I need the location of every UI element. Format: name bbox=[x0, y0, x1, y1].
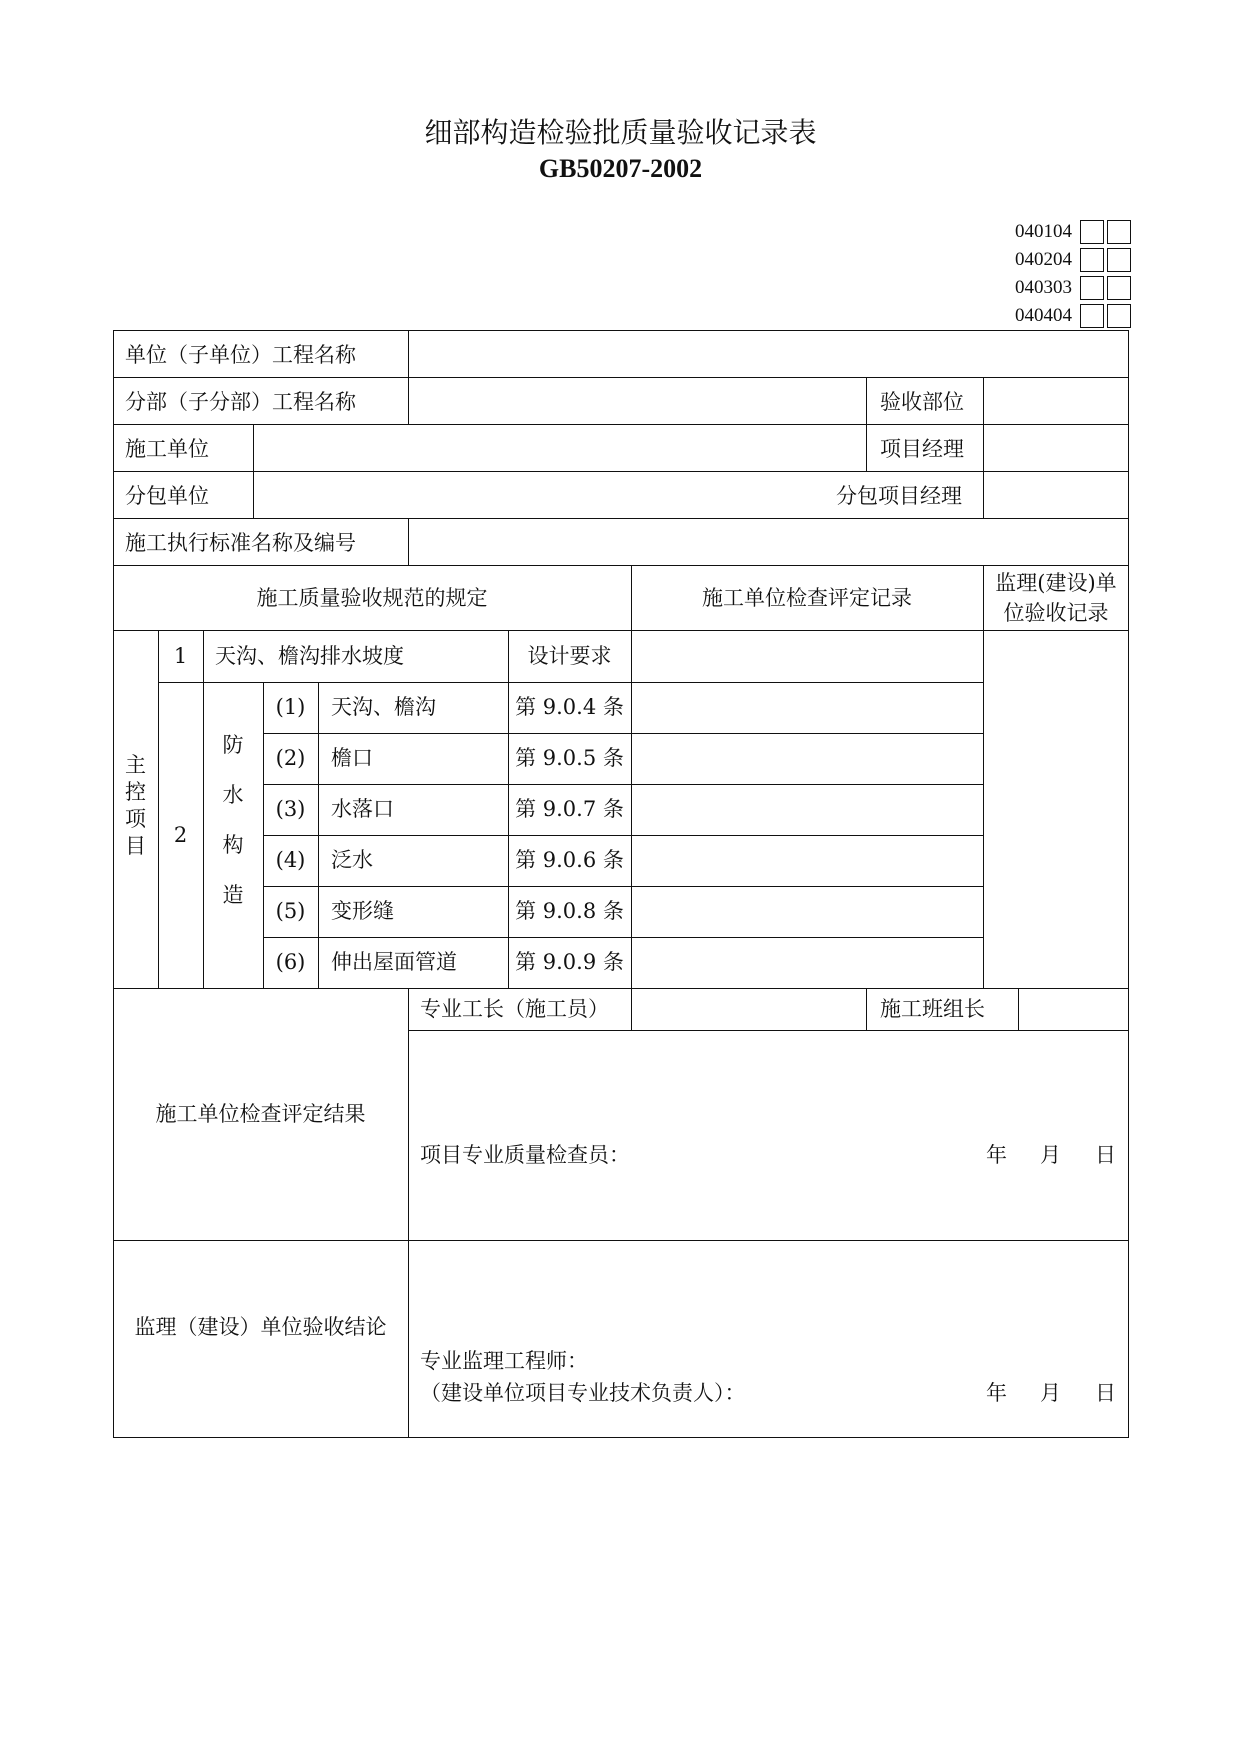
sub-item-number: (1) bbox=[275, 695, 306, 719]
unit-project-name-label: 单位（子单位）工程名称 bbox=[125, 343, 356, 367]
table-rule bbox=[866, 988, 867, 1030]
construction-record-column-header: 施工单位检查评定记录 bbox=[702, 586, 912, 610]
table-rule bbox=[983, 565, 984, 988]
table-rule bbox=[408, 518, 409, 565]
standard-code: GB50207-2002 bbox=[538, 154, 703, 183]
table-rule bbox=[253, 424, 254, 518]
table-rule bbox=[113, 565, 1129, 566]
conclusion-year-label: 年 bbox=[986, 1381, 1007, 1405]
supervision-conclusion-label: 监理（建设）单位验收结论 bbox=[134, 1315, 387, 1339]
result-month-label: 月 bbox=[1040, 1143, 1061, 1167]
sub-item-name: 泛水 bbox=[331, 848, 373, 872]
table-rule bbox=[113, 988, 1129, 989]
item-requirement: 设计要求 bbox=[527, 644, 612, 668]
form-code: 040404 bbox=[1015, 305, 1072, 326]
conclusion-day-label: 日 bbox=[1095, 1381, 1116, 1405]
table-rule bbox=[113, 424, 1129, 425]
table-rule bbox=[408, 1030, 1129, 1031]
form-code-row bbox=[1015, 274, 1131, 302]
sub-item-name: 伸出屋面管道 bbox=[331, 950, 457, 974]
table-rule bbox=[113, 471, 1129, 472]
form-code-list bbox=[1015, 218, 1131, 330]
code-checkbox[interactable] bbox=[1080, 276, 1104, 300]
form-code: 040303 bbox=[1015, 277, 1072, 298]
acceptance-part-label: 验收部位 bbox=[880, 390, 964, 414]
main-control-label: 控 bbox=[125, 780, 146, 804]
waterproof-group-label: 防 bbox=[222, 733, 244, 757]
code-checkbox[interactable] bbox=[1080, 220, 1104, 244]
table-rule bbox=[113, 330, 1129, 331]
sub-item-number: (4) bbox=[275, 848, 306, 872]
table-rule bbox=[113, 1437, 1129, 1438]
supervision-record-column-header: 位验收记录 bbox=[1003, 601, 1109, 625]
sub-item-number: (2) bbox=[275, 746, 306, 770]
form-title: 细部构造检验批质量验收记录表 bbox=[424, 116, 817, 149]
form-code-row bbox=[1015, 246, 1131, 274]
sub-item-number: (3) bbox=[275, 797, 306, 821]
team-leader-label: 施工班组长 bbox=[880, 997, 985, 1021]
form-code-row bbox=[1015, 218, 1131, 246]
sub-item-clause: 第 9.0.6 条 bbox=[515, 848, 624, 872]
waterproof-group-label: 水 bbox=[222, 783, 244, 807]
table-rule bbox=[263, 937, 983, 938]
table-rule bbox=[263, 784, 983, 785]
table-rule bbox=[113, 518, 1129, 519]
subcontract-project-manager-label: 分包项目经理 bbox=[836, 484, 962, 508]
sub-item-clause: 第 9.0.4 条 bbox=[515, 695, 624, 719]
supervising-engineer-label: 专业监理工程师： bbox=[420, 1349, 588, 1373]
sub-item-clause: 第 9.0.7 条 bbox=[515, 797, 624, 821]
code-checkbox[interactable] bbox=[1080, 304, 1104, 328]
sub-item-clause: 第 9.0.5 条 bbox=[515, 746, 624, 770]
form-code-row bbox=[1015, 302, 1131, 330]
code-checkbox[interactable] bbox=[1107, 304, 1131, 328]
item-number: 2 bbox=[173, 823, 188, 847]
table-rule bbox=[158, 682, 983, 683]
sub-item-number: (5) bbox=[275, 899, 306, 923]
table-rule bbox=[263, 682, 264, 988]
table-rule bbox=[263, 835, 983, 836]
item-name: 天沟、檐沟排水坡度 bbox=[215, 644, 404, 668]
table-rule bbox=[318, 682, 319, 988]
table-rule bbox=[203, 630, 204, 988]
sub-item-name: 水落口 bbox=[331, 797, 394, 821]
division-project-name-label: 分部（子分部）工程名称 bbox=[125, 390, 356, 414]
quality-inspector-label: 项目专业质量检查员： bbox=[420, 1143, 630, 1167]
sub-item-number: (6) bbox=[275, 950, 306, 974]
table-rule bbox=[631, 988, 632, 1030]
subcontract-unit-label: 分包单位 bbox=[125, 484, 209, 508]
table-rule bbox=[263, 733, 983, 734]
table-rule bbox=[158, 630, 159, 988]
main-control-label: 主 bbox=[125, 753, 146, 777]
supervision-record-column-header: 监理(建设)单 bbox=[995, 571, 1117, 595]
code-checkbox[interactable] bbox=[1107, 248, 1131, 272]
acceptance-form-table bbox=[113, 330, 1129, 1438]
sub-item-name: 变形缝 bbox=[331, 899, 394, 923]
table-rule bbox=[113, 330, 114, 1438]
form-code: 040204 bbox=[1015, 249, 1072, 270]
sub-item-clause: 第 9.0.8 条 bbox=[515, 899, 624, 923]
item-number: 1 bbox=[173, 644, 188, 668]
table-rule bbox=[983, 377, 984, 518]
table-rule bbox=[631, 565, 632, 988]
code-checkbox[interactable] bbox=[1080, 248, 1104, 272]
main-control-label: 项 bbox=[125, 807, 146, 831]
sub-item-clause: 第 9.0.9 条 bbox=[515, 950, 624, 974]
form-code: 040104 bbox=[1015, 221, 1072, 242]
project-manager-label: 项目经理 bbox=[880, 437, 964, 461]
waterproof-group-label: 构 bbox=[222, 833, 244, 857]
construction-result-label: 施工单位检查评定结果 bbox=[155, 1102, 366, 1126]
foreman-label: 专业工长（施工员） bbox=[420, 997, 609, 1021]
result-year-label: 年 bbox=[986, 1143, 1007, 1167]
table-rule bbox=[113, 377, 1129, 378]
sub-item-name: 天沟、檐沟 bbox=[331, 695, 436, 719]
waterproof-group-label: 造 bbox=[222, 883, 244, 907]
technical-lead-label: （建设单位项目专业技术负责人）： bbox=[420, 1381, 746, 1405]
code-checkbox[interactable] bbox=[1107, 220, 1131, 244]
table-rule bbox=[263, 886, 983, 887]
result-day-label: 日 bbox=[1095, 1143, 1116, 1167]
table-rule bbox=[1018, 988, 1019, 1030]
construction-unit-label: 施工单位 bbox=[125, 437, 209, 461]
table-rule bbox=[113, 1240, 1129, 1241]
table-rule bbox=[408, 330, 409, 424]
table-rule bbox=[866, 377, 867, 471]
standard-name-number-label: 施工执行标准名称及编号 bbox=[125, 531, 356, 555]
spec-column-header: 施工质量验收规范的规定 bbox=[256, 586, 488, 610]
code-checkbox[interactable] bbox=[1107, 276, 1131, 300]
main-control-label: 目 bbox=[125, 834, 146, 858]
table-rule bbox=[408, 988, 409, 1438]
conclusion-month-label: 月 bbox=[1040, 1381, 1061, 1405]
table-rule bbox=[113, 630, 1129, 631]
sub-item-name: 檐口 bbox=[331, 746, 373, 770]
table-rule bbox=[1128, 330, 1129, 1438]
